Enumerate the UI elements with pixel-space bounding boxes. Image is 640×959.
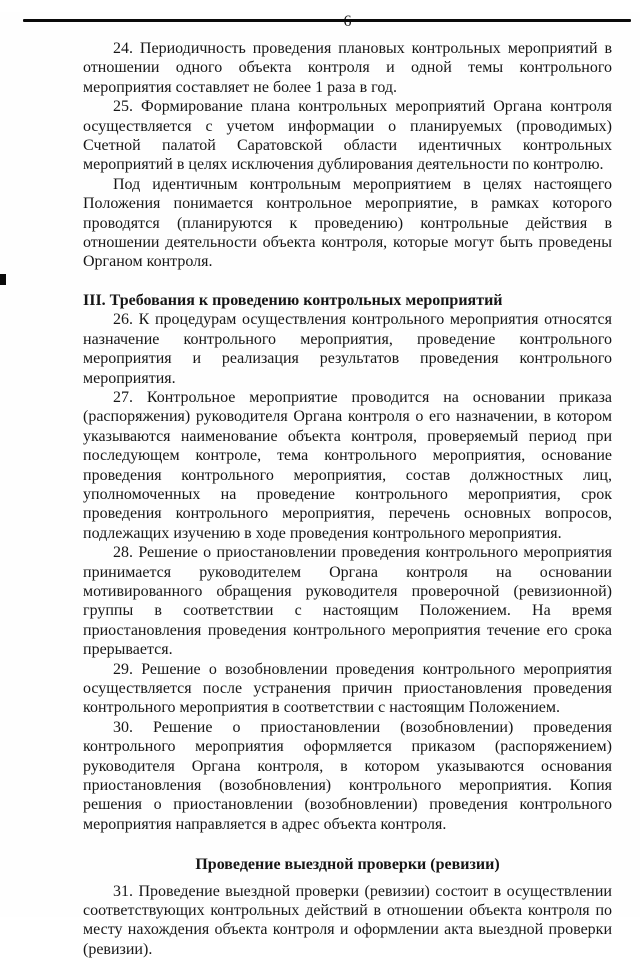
paragraph-24: 24. Периодичность проведения плановых контрольных мероприятий в отношении одного объекта контроля и одной темы контрольного мероприятия составляет не более 1 раза в год.	[83, 40, 612, 96]
document-page	[0, 12, 640, 958]
paragraph-30: 30. Решение о приостановлении (возобновлении) проведения контрольного мероприятия оформляется приказом (распоряжением) руководителя Органа контроля, в котором указываются основания приостановления (возобновления) контрольного мероприятия. Копия решения о приостановлении (возобновлении) проведения контрольного мероприятия направляется в адрес объекта контроля.	[83, 718, 612, 833]
paragraph-27: 27. Контрольное мероприятие проводится на основании приказа (распоряжения) руководителя Органа контроля о его назначении, в котором указываются наименование объекта контроля, проверяемый период при последующем контроле, тема контрольного мероприятия, основание проведения контрольного мероприятия, состав должностных лиц, уполномоченных на проведение контрольного мероприятия, срок проведения контрольного мероприятия, перечень основных вопросов, подлежащих изучению в ходе проведения контрольного мероприятия.	[83, 388, 612, 542]
paragraph-25: 25. Формирование плана контрольных мероприятий Органа контроля осуществляется с учетом информации о планируемых (проводимых) Счетной палатой Саратовской области идентичных контрольных мероприятий в целях исключения дублирования деятельности по контролю.	[83, 98, 612, 174]
paragraph-31: 31. Проведение выездной проверки (ревизии) состоит в осуществлении соответствующих контрольных действий в отношении объекта контроля по месту нахождения объекта контроля и оформлении акта выездной проверки (ревизии).	[83, 882, 612, 958]
scan-artifact-top-line	[23, 19, 631, 22]
section-heading-iii: III. Требования к проведению контрольных мероприятий	[83, 291, 503, 309]
paragraph-29: 29. Решение о возобновлении проведения контрольного мероприятия осуществляется после устранения причин приостановления проведения контрольного мероприятия в соответствии с настоящим Положением.	[83, 660, 612, 717]
paragraph-26: 26. К процедурам осуществления контрольного мероприятия относятся назначение контрольного мероприятия, проведение контрольного мероприятия и реализация результатов проведения контрольного мероприятия.	[83, 311, 612, 387]
subsection-heading-onsite-inspection: Проведение выездной проверки (ревизии)	[195, 856, 500, 874]
scan-artifact-left-mark	[0, 274, 6, 285]
document-body	[83, 39, 612, 959]
paragraph-identical-measure: Под идентичным контрольным мероприятием в целях настоящего Положения понимается контрольное мероприятие, в рамках которого проводятся (планируются к проведению) контрольные действия в отношении деятельности объекта контроля, которые могут быть проведены Органом контроля.	[83, 175, 612, 271]
paragraph-28: 28. Решение о приостановлении проведения контрольного мероприятия принимается руководителем Органа контроля на основании мотивированного обращения руководителя проверочной (ревизионной) группы в соответствии с настоящим Положением. На время приостановления проведения контрольного мероприятия течение его срока прерывается.	[83, 544, 612, 659]
